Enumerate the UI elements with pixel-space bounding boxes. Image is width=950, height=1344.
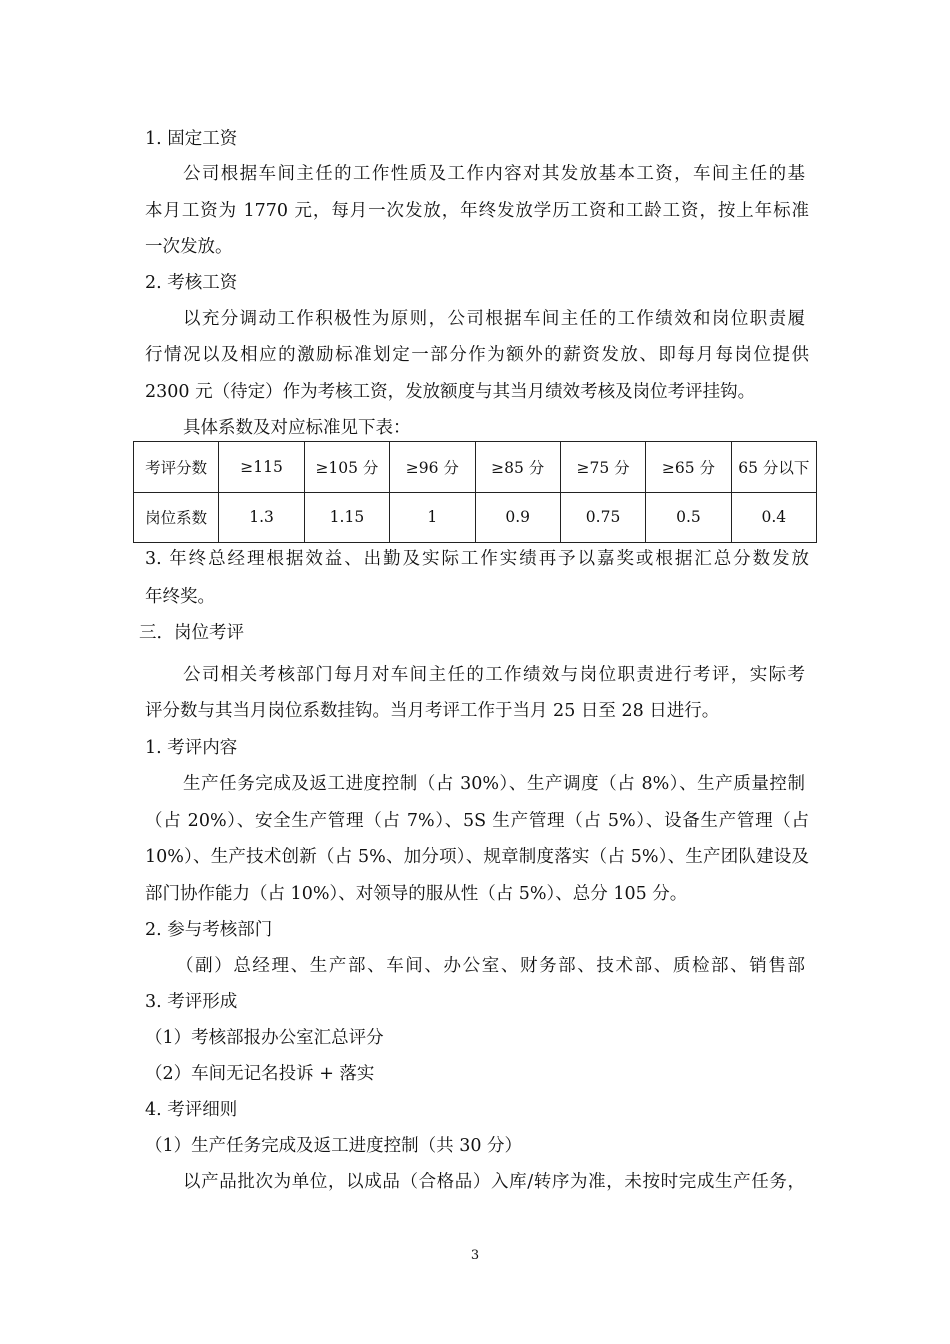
paragraph-line: （1）生产任务完成及返工进度控制（共 30 分） [145, 1136, 523, 1156]
table-cell: 岗位系数 [134, 492, 219, 543]
paragraph-line: （占 20%）、安全生产管理（占 7%）、5S 生产管理（占 5%）、设备生产管理（占 [145, 811, 809, 831]
paragraph-line: 以充分调动工作积极性为原则，公司根据车间主任的工作绩效和岗位职责履 [183, 309, 805, 329]
paragraph-line: 以产品批次为单位，以成品（合格品）入库/转序为准，未按时完成生产任务， [183, 1172, 805, 1192]
paragraph-line: 具体系数及对应标准见下表： [183, 418, 411, 438]
paragraph-line: 评分数与其当月岗位系数挂钩。当月考评工作于当月 25 日至 28 日进行。 [145, 701, 720, 721]
table-cell: 0.9 [475, 492, 560, 543]
paragraph-line: 3. 考评形成 [145, 992, 238, 1012]
paragraph-line: （1）考核部报办公室汇总评分 [145, 1028, 384, 1048]
paragraph-line: 部门协作能力（占 10%）、对领导的服从性（占 5%）、总分 105 分。 [145, 884, 688, 904]
paragraph-line: 10%）、生产技术创新（占 5%、加分项）、规章制度落实（占 5%）、生产团队建设及 [145, 847, 809, 867]
table-row [134, 442, 817, 493]
paragraph-line: 公司相关考核部门每月对车间主任的工作绩效与岗位职责进行考评，实际考 [183, 665, 805, 685]
table-cell: 1.15 [304, 492, 389, 543]
coefficient-table [133, 441, 817, 543]
paragraph-line: 本月工资为 1770 元，每月一次发放，年终发放学历工资和工龄工资，按上年标准 [145, 201, 809, 221]
table-cell: 0.4 [731, 492, 816, 543]
paragraph-line: 2. 考核工资 [145, 273, 238, 293]
table-row [134, 492, 817, 543]
paragraph-line: 4. 考评细则 [145, 1100, 238, 1120]
paragraph-line: （2）车间无记名投诉 + 落实 [145, 1064, 375, 1084]
table-cell: ≥75 分 [560, 442, 645, 493]
section-heading: 三．岗位考评 [139, 623, 244, 643]
paragraph-line: 生产任务完成及返工进度控制（占 30%）、生产调度（占 8%）、生产质量控制 [183, 774, 805, 794]
table-cell: ≥85 分 [475, 442, 560, 493]
table-cell: 1 [390, 492, 475, 543]
table-cell: 0.75 [560, 492, 645, 543]
table-cell: ≥65 分 [646, 442, 731, 493]
paragraph-line: 行情况以及相应的激励标准划定一部分作为额外的薪资发放、即每月每岗位提供 [145, 345, 809, 365]
page-number: 3 [470, 1248, 480, 1263]
paragraph-line: 1. 固定工资 [145, 129, 238, 149]
table-cell: 考评分数 [134, 442, 219, 493]
table-cell: ≥105 分 [304, 442, 389, 493]
paragraph-line: 1. 考评内容 [145, 738, 238, 758]
paragraph-line: 年终奖。 [145, 587, 215, 607]
paragraph-line: 一次发放。 [145, 237, 233, 257]
table-cell: 1.3 [219, 492, 304, 543]
paragraph-line: 2300 元（待定）作为考核工资，发放额度与其当月绩效考核及岗位考评挂钩。 [145, 382, 756, 402]
table-cell: ≥115 [219, 442, 304, 493]
paragraph-line: 2. 参与考核部门 [145, 920, 273, 940]
table-cell: ≥96 分 [390, 442, 475, 493]
paragraph-line: （副）总经理、生产部、车间、办公室、财务部、技术部、质检部、销售部 [176, 956, 805, 976]
paragraph-line: 3. 年终总经理根据效益、出勤及实际工作实绩再予以嘉奖或根据汇总分数发放 [145, 549, 809, 569]
table-cell: 0.5 [646, 492, 731, 543]
paragraph-line: 公司根据车间主任的工作性质及工作内容对其发放基本工资，车间主任的基 [183, 164, 805, 184]
table-cell: 65 分以下 [731, 442, 816, 493]
